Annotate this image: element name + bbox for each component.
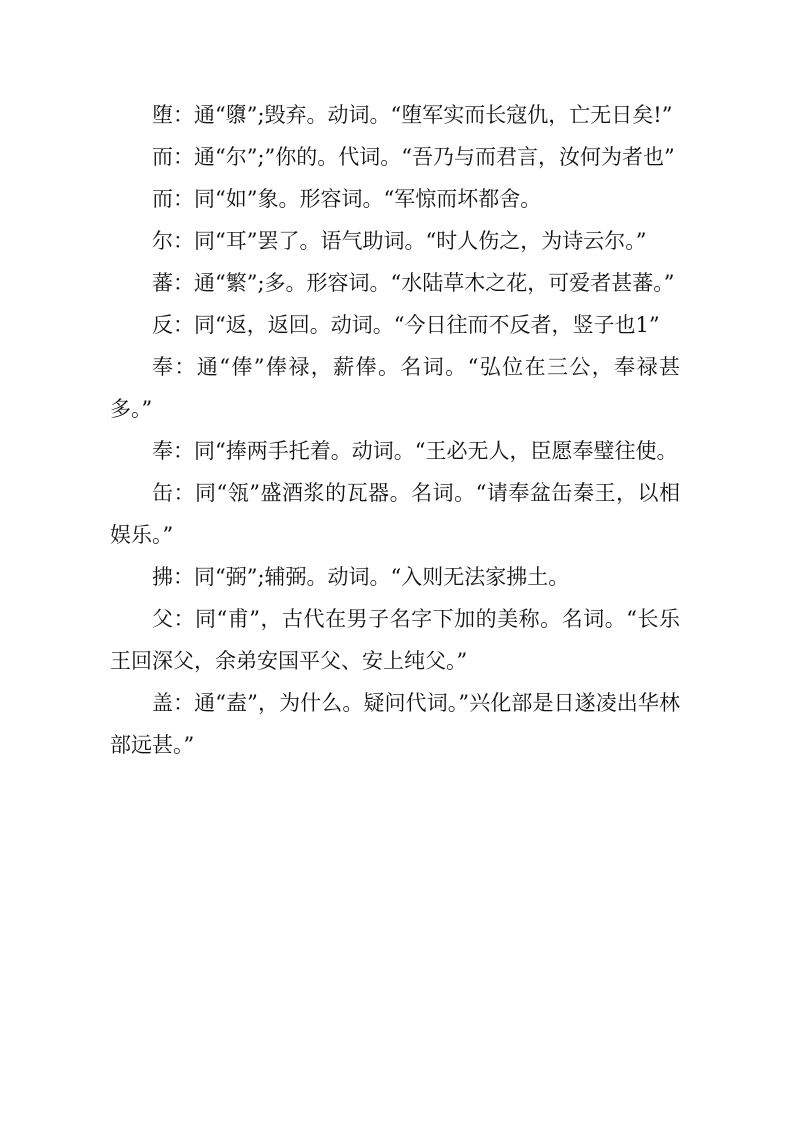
entry-paragraph: 父：同“甫”，古代在男子名字下加的美称。名词。“长乐王回深父，余弟安国平父、安上纯父。” (110, 607, 680, 673)
entry-paragraph: 堕：通“隳”;毁弃。动词。“堕军实而长寇仇，亡无日矣!” (152, 103, 673, 127)
entry-paragraph: 尔：同“耳”罢了。语气助词。“时人伤之，为诗云尔。” (152, 229, 647, 253)
document-body (110, 94, 680, 766)
entry-paragraph: 蕃：通“繁”;多。形容词。“水陆草木之花，可爱者甚蕃。” (152, 271, 675, 295)
entry-paragraph: 而：同“如”象。形容词。“军惊而坏都舍。 (152, 187, 542, 211)
entry-paragraph: 而：通“尔”;”你的。代词。“吾乃与而君言，汝何为者也” (152, 145, 675, 169)
entry-paragraph: 缶：同“瓴”盛酒浆的瓦器。名词。“请奉盆缶秦王，以相娱乐。” (110, 481, 680, 547)
entry-paragraph: 反：同“返，返回。动词。“今日往而不反者，竖子也1” (152, 313, 660, 337)
entry-paragraph: 奉：同“捧两手托着。动词。“王必无人，臣愿奉璧往使。 (152, 439, 678, 463)
entry-paragraph: 奉：通“俸”俸禄，薪俸。名词。“弘位在三公，奉禄甚多。” (110, 355, 680, 421)
entry-paragraph: 盖：通“盍”，为什么。疑问代词。”兴化部是日遂凌出华林部远甚。” (110, 691, 680, 757)
entry-paragraph: 拂：同“弼”;辅弼。动词。“入则无法家拂土。 (152, 565, 570, 589)
